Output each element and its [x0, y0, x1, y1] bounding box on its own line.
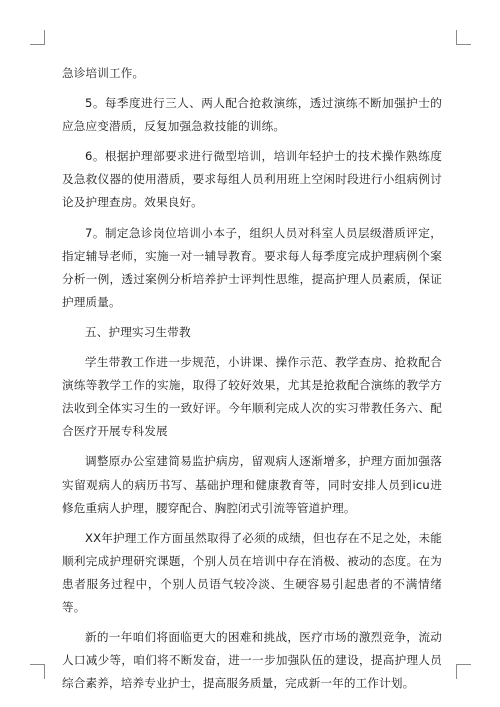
paragraph-item-5: 5。每季度进行三人、两人配合抢救演练，透过演练不断加强护士的应急应变潜质，反复加强急救技能的训练。 [62, 96, 442, 134]
paragraph-shortcomings: XX年护理工作方面虽然取得了必须的成绩，但也存在不足之处，未能顺利完成护理研究课题，个别人员在培训中存在消极、被动的态度。在为患者服务过程中，个别人员语气较冷淡、生硬容易引起患者的不满情绪等。 [62, 530, 442, 614]
paragraph-new-year-plan: 新的一年咱们将面临更大的困难和挑战，医疗市场的激烈竞争，流动人口减少等，咱们将不断发奋，进一一步加强队伍的建设，提高护理人员综合素养，培养专业护士，提高服务质量，完成新一年的工作计划。 [62, 630, 442, 691]
paragraph-item-6: 6。根据护理部要求进行微型培训，培训年轻护士的技术操作熟练度及急救仪器的使用潜质，要求每组人员利用班上空闲时段进行小组病例讨论及护理查房。效果良好。 [62, 149, 442, 210]
crop-mark-bottom-right [456, 664, 471, 679]
crop-mark-top-left [30, 30, 45, 45]
paragraph-teaching: 学生带教工作进一步规范，小讲课、操作示范、教学查房、抢救配合演练等教学工作的实施，取得了较好效果，尤其是抢救配合演练的教学方法收到全体实习生的一致好评。今年顺利完成人次的实习带教任务六、配合医疗开展专科发展 [62, 355, 442, 439]
crop-mark-top-right [456, 30, 471, 45]
section-heading-internship: 五、护理实习生带教 [85, 324, 191, 339]
crop-mark-bottom-left [30, 664, 45, 679]
paragraph-item-7: 7。制定急诊岗位培训小本子，组织人员对科室人员层级潜质评定，指定辅导老师，实施一对一辅导教育。要求每人每季度完成护理病例个案分析一例，透过案例分析培养护士评判性思维，提高护理人员素质，保证护理质量。 [62, 225, 442, 309]
paragraph-monitoring-ward: 调整原办公室建简易监护病房，留观病人逐渐增多，护理方面加强落实留观病人的病历书写、基础护理和健康教育等，同时安排人员到icu进修危重病人护理，腰穿配合、胸腔闭式引流等管道护理。 [62, 454, 442, 515]
document-body [62, 62, 442, 702]
paragraph-continuation: 急诊培训工作。 [62, 66, 145, 80]
